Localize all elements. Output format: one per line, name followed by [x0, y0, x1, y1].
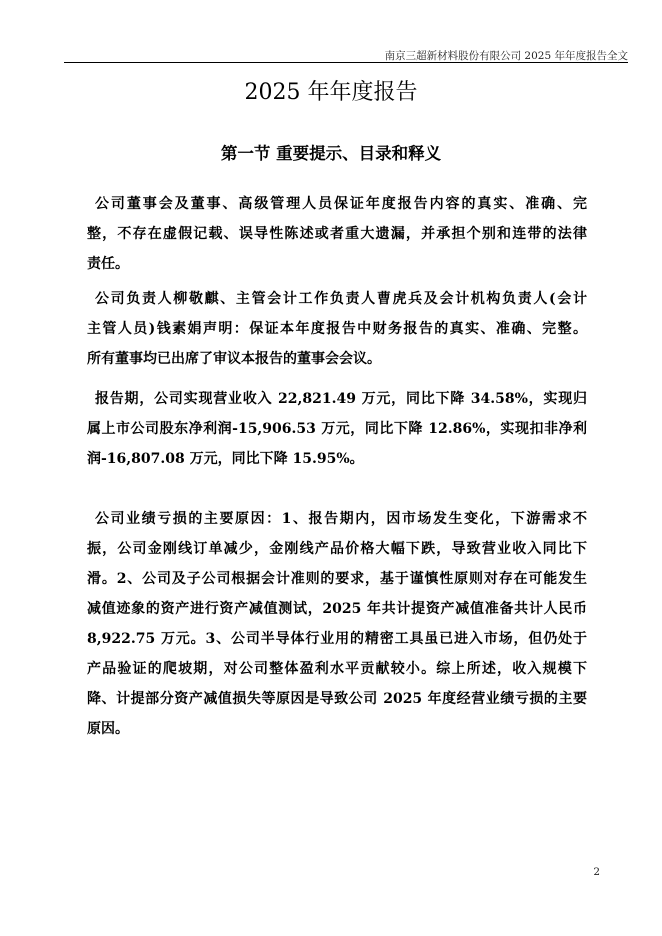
- paragraph-line: 报告期，公司实现营业收入 22,821.49 万元，同比下降 34.58%，实现归: [95, 391, 587, 407]
- paragraph-line: 8,922.75 万元。3、公司半导体行业用的精密工具虽已进入市场，但仍处于: [87, 631, 587, 647]
- paragraph-line: 产品验证的爬坡期，对公司整体盈利水平贡献较小。综上所述，收入规模下: [87, 661, 587, 677]
- paragraph-line: 减值迹象的资产进行资产减值测试，2025 年共计提资产减值准备共计人民币: [87, 601, 587, 617]
- paragraph-board-guarantee: [87, 189, 587, 279]
- page-number: 2: [593, 866, 600, 878]
- paragraph-financial-results: [87, 384, 587, 474]
- header-divider: [64, 62, 628, 63]
- paragraph-loss-reasons: [87, 504, 587, 744]
- paragraph-line: 属上市公司股东净利润-15,906.53 万元，同比下降 12.86%，实现扣非净利: [87, 421, 587, 437]
- paragraph-line: 原因。: [87, 721, 129, 737]
- paragraph-line: 公司董事会及董事、高级管理人员保证年度报告内容的真实、准确、完: [95, 196, 587, 212]
- paragraph-line: 振，公司金刚线订单减少，金刚线产品价格大幅下跌，导致营业收入同比下: [87, 541, 587, 557]
- paragraph-line: 整，不存在虚假记载、误导性陈述或者重大遗漏，并承担个别和连带的法律: [87, 226, 587, 242]
- section-title: 第一节 重要提示、目录和释义: [220, 144, 442, 163]
- paragraph-line: 公司负责人柳敬麒、主管会计工作负责人曹虎兵及会计机构负责人(会计: [95, 291, 587, 307]
- paragraph-line: 公司业绩亏损的主要原因：1、报告期内，因市场发生变化，下游需求不: [95, 511, 587, 527]
- paragraph-line: 责任。: [87, 256, 129, 272]
- running-header: 南京三超新材料股份有限公司 2025 年年度报告全文: [384, 50, 628, 62]
- paragraph-line: 润-16,807.08 万元，同比下降 15.95%。: [87, 451, 364, 467]
- paragraph-responsible-persons: [87, 284, 587, 374]
- paragraph-line: 降、计提部分资产减值损失等原因是导致公司 2025 年度经营业绩亏损的主要: [87, 691, 587, 707]
- paragraph-line: 滑。2、公司及子公司根据会计准则的要求，基于谨慎性原则对存在可能发生: [87, 571, 587, 587]
- paragraph-line: 主管人员)钱素娟声明：保证本年度报告中财务报告的真实、准确、完整。: [87, 321, 587, 337]
- document-title: 2025 年年度报告: [244, 80, 418, 105]
- paragraph-line: 所有董事均已出席了审议本报告的董事会会议。: [87, 351, 381, 367]
